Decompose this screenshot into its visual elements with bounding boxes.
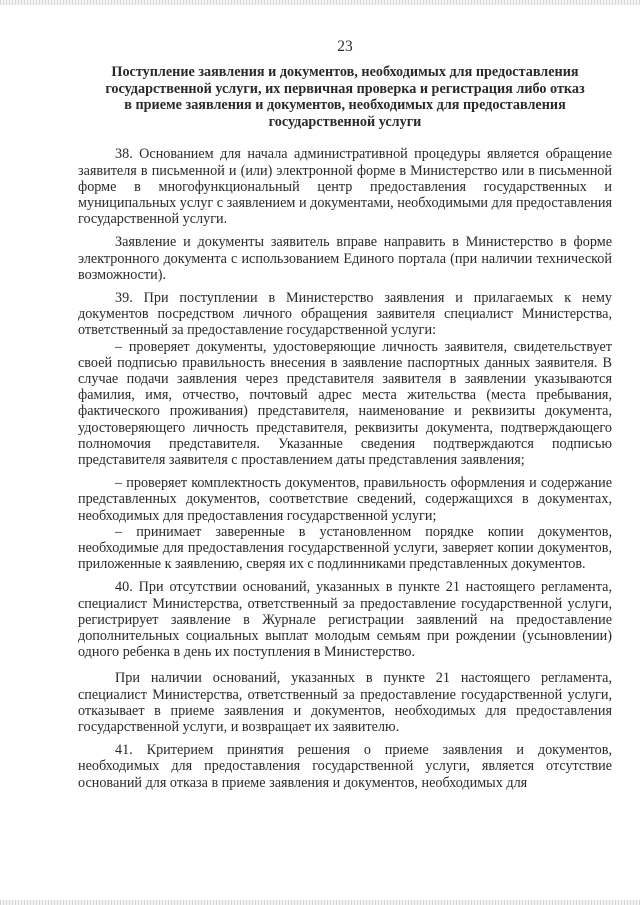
list-item-checks-completeness: – проверяет комплектность документов, правильность оформления и содержание представленных документов, соответствие сведений, содержащихся в документах, необходимых для предоставления государственной услуги; [78,475,612,524]
page-number: 23 [337,38,353,55]
section-heading [78,64,612,130]
heading-line: в приеме заявления и документов, необходимых для предоставления [124,97,566,114]
heading-line: государственной услуги [268,113,422,130]
paragraph-refusal: При наличии оснований, указанных в пункте 21 настоящего регламента, специалист Министерства, ответственный за предоставление государственной услуги, отказывает в приеме заявления и документов, необходимых для предоставления государственной услуги, и возвращает их заявителю. [78,670,612,736]
heading-line: государственной услуги, их первичная проверка и регистрация либо отказ [105,80,585,97]
paragraph-39: 39. При поступлении в Министерство заявления и прилагаемых к нему документов посредством личного обращения заявителя специалист Министерства, ответственный за предоставление государственной услуги: [78,290,612,339]
paragraph-electronic-submission: Заявление и документы заявитель вправе направить в Министерство в форме электронного документа с использованием Единого портала (при наличии технической возможности). [78,234,612,283]
list-item-checks-identity: – проверяет документы, удостоверяющие личность заявителя, свидетельствует своей подписью правильность внесения в заявление паспортных данных заявителя. В случае подачи заявления через представителя заявителя в заявлении указываются фамилия, имя, отчество, почтовый адрес места жительства (места пребывания, фактического проживания) представителя, наименование и реквизиты документа, удостоверяющего личность представителя, реквизиты документа, подтверждающего полномочия представителя. Указанные сведения подтверждаются подписью представителя заявителя с проставлением даты представления заявления; [78,338,612,469]
paragraph-40: 40. При отсутствии оснований, указанных в пункте 21 настоящего регламента, специалист Министерства, ответственный за предоставление государственной услуги, регистрирует заявление в Журнале регистрации заявлений на предоставление дополнительных социальных выплат молодым семьям при рождении (усыновлении) одного ребенка в день их поступления в Министерство. [78,579,612,661]
heading-line: Поступление заявления и документов, необходимых для предоставления [111,64,579,80]
paragraph-38: 38. Основанием для начала административной процедуры является обращение заявителя в письменной и (или) электронной форме в Министерство или в письменной форме в многофункциональный центр предоставления государственных и муниципальных услуг с заявлением и документами, необходимыми для предоставления государственной услуги. [78,146,612,228]
scan-bottom-edge [0,900,640,905]
list-item-accepts-copies: – принимает заверенные в установленном порядке копии документов, необходимые для предоставления государственной услуги, заверяет копии документов, приложенные к заявлению, сверяя их с подлинниками представленных документов. [78,523,612,573]
paragraph-41: 41. Критерием принятия решения о приеме заявления и документов, необходимых для предоставления государственной услуги, является отсутствие оснований для отказа в приеме заявления и документов, необходимых для [78,742,612,791]
